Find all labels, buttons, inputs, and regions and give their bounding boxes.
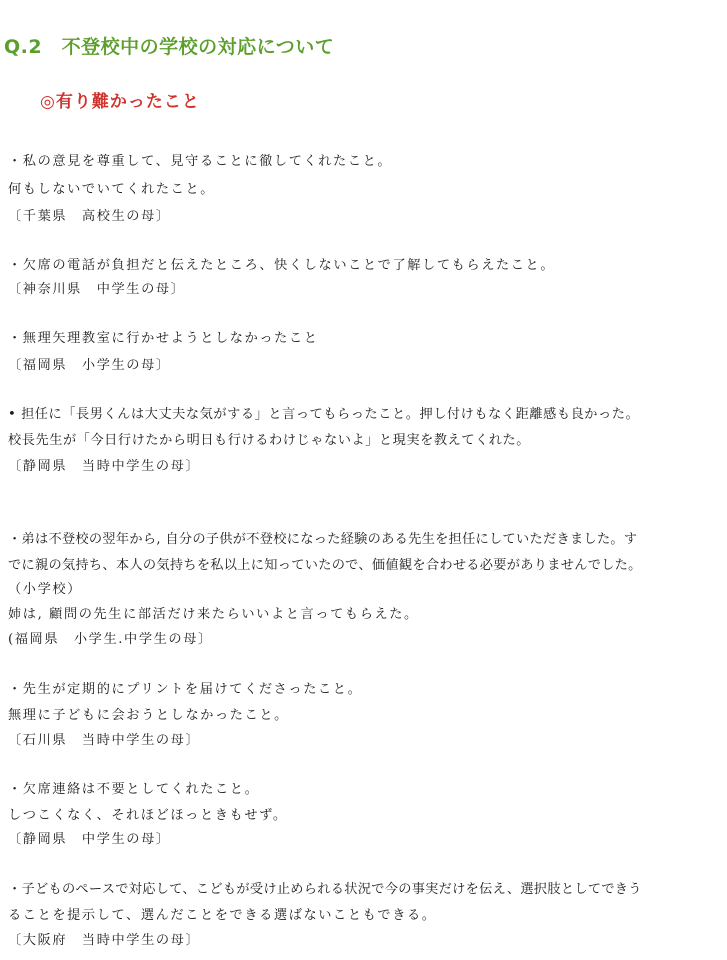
entry-text-line: ・私の意見を尊重して、見守ることに徹してくれたこと。: [8, 154, 393, 169]
entry-text-line: ・無理矢理教室に行かせようとしなかったこと: [8, 331, 319, 346]
entry-attribution: 〔大阪府 当時中学生の母〕: [8, 933, 201, 948]
entry-text-line: 校長先生が「今日行けたから明日も行けるわけじゃないよ」と現実を教えてくれた。: [8, 433, 531, 448]
entry-attribution: 〔神奈川県 中学生の母〕: [8, 282, 186, 297]
entry-text-line: 姉は, 顧問の先生に部活だけ来たらいいよと言ってもらえた。: [8, 607, 419, 622]
entry-text-line: ・弟は不登校の翌年から, 自分の子供が不登校になった経験のある先生を担任にしていただきました。す: [8, 532, 638, 547]
entry-text-line: ・欠席の電話が負担だと伝えたところ、快くしないことで了解してもらえたこと。: [8, 258, 556, 273]
entry-attribution: 〔千葉県 高校生の母〕: [8, 209, 171, 224]
entry-text-line: （小学校）: [8, 582, 82, 597]
section-subheading: ◎有り難かったこと: [40, 92, 200, 112]
entry-text-line: 何もしないでいてくれたこと。: [8, 182, 216, 197]
entry-text-line: ・先生が定期的にプリントを届けてくださったこと。: [8, 682, 363, 697]
entry-text-line: ・子どものペースで対応して、こどもが受け止められる状況で今の事実だけを伝え、選択肢としてできう: [8, 882, 642, 897]
entry-text-line: しつこくなく、それほどほっときもせず。: [8, 808, 288, 823]
entry-text-line: • 担任に「長男くんは大丈夫な気がする」と言ってもらったこと。押し付けもなく距離感も良かった。: [8, 407, 640, 422]
entry-attribution: 〔静岡県 中学生の母〕: [8, 832, 171, 847]
entry-text-line: ることを提示して、選んだことをできる選ばないこともできる。: [8, 908, 437, 923]
entry-text-line: ・欠席連絡は不要としてくれたこと。: [8, 782, 260, 797]
entry-text-line: でに親の気持ち、本人の気持ちを私以上に知っていたので、価値観を合わせる必要がありませんでした。: [8, 558, 642, 573]
entry-attribution: 〔静岡県 当時中学生の母〕: [8, 459, 201, 474]
entry-text-line: 無理に子どもに会おうとしなかったこと。: [8, 708, 289, 723]
entry-attribution: 〔石川県 当時中学生の母〕: [8, 733, 201, 748]
entry-attribution: (福岡県 小学生.中学生の母〕: [8, 632, 213, 647]
question-heading: Q.2 不登校中の学校の対応について: [4, 36, 335, 58]
entry-attribution: 〔福岡県 小学生の母〕: [8, 358, 171, 373]
